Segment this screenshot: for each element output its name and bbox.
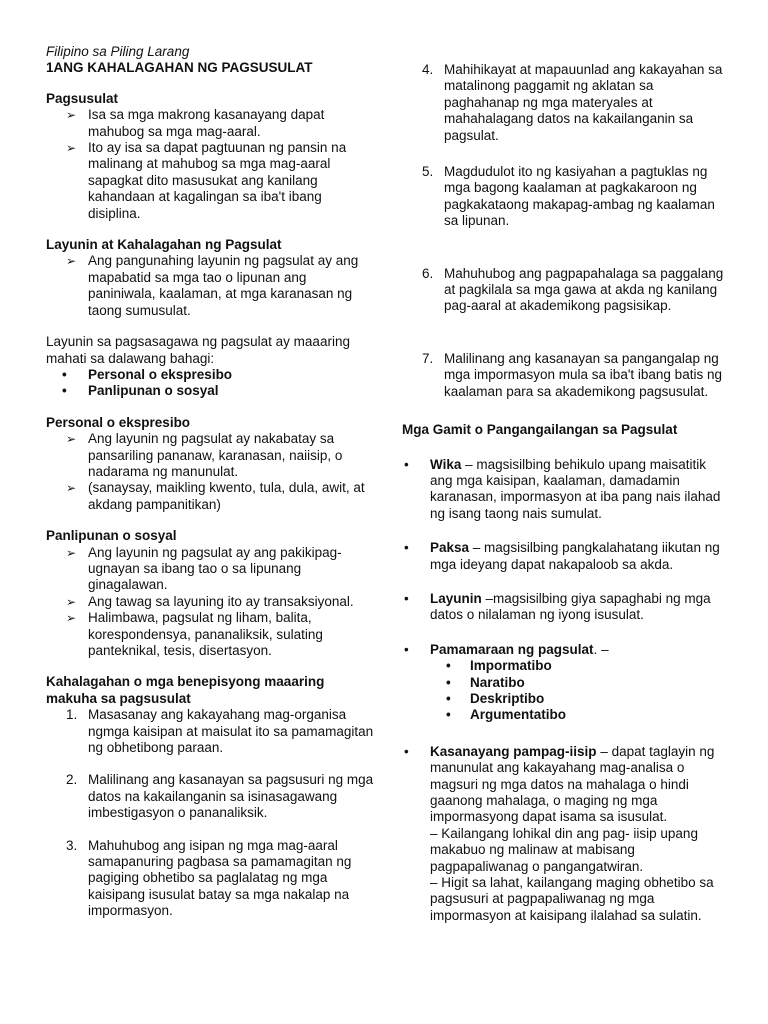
item-text: Malilinang ang kasanayan sa pagsusuri ng mga datos na kakailanganin sa isinasagawang imbestigasyon o pananaliksik. — [88, 772, 374, 821]
list-item — [402, 62, 732, 144]
gamit-item-wika — [402, 457, 732, 523]
benepisyo-list — [46, 707, 376, 919]
personal-list — [46, 431, 376, 513]
item-number: 6. — [422, 265, 434, 281]
heading-panlipunan: Panlipunan o sosyal — [46, 528, 177, 544]
definition: . – — [593, 641, 609, 657]
term: Kasanayang pampag-iisip — [430, 743, 597, 759]
term: Layunin — [430, 590, 482, 606]
bahagi-list — [46, 367, 376, 400]
term: Paksa — [430, 540, 470, 556]
subject-label: Filipino sa Piling Larang — [46, 44, 190, 59]
list-item: ➢ Ang pangunahing layunin ng pagsulat ay ang mapabatid sa mga tao o lipunan ang paniniwala, kaalaman, at mga karanasan ng taong sumusulat. — [46, 253, 376, 319]
list-item: ➢ Halimbawa, pagsulat ng liham, balita, korespondensya, pananaliksik, sulating panteknikal, tesis, disertasyon. — [46, 610, 376, 659]
item-number: 3. — [66, 837, 78, 853]
list-item: • Argumentatibo — [430, 707, 732, 723]
heading-personal: Personal o ekspresibo — [46, 414, 191, 430]
pamamaraan-sublist — [430, 658, 732, 724]
item-number: 4. — [422, 62, 434, 77]
definition: – magsisilbing behikulo upang maisatitik ang mga kaisipan, kaalaman, damadamin karanasan, impormasyon at iba pang nais ilahad ng isang taong nais sumulat. — [430, 456, 721, 521]
list-item: ➢ (sanaysay, maikling kwento, tula, dula, awit, at akdang pampanitikan) — [46, 480, 376, 513]
bullet: • — [404, 641, 409, 657]
left-column — [46, 44, 376, 920]
list-item — [46, 838, 376, 920]
list-item — [402, 164, 732, 230]
list-item — [402, 351, 732, 400]
list-item — [46, 772, 376, 821]
gamit-item-paksa — [402, 540, 732, 573]
item-text: Magdudulot ito ng kasiyahan a pagtuklas ng mga bagong kaalaman at pagkakaroon ng pagkakataong makapag-ambag ng kaalaman sa lipunan. — [444, 164, 715, 229]
item-number: 2. — [66, 772, 78, 788]
pagsusulat-list — [46, 107, 376, 222]
list-item: ➢ Ang layunin ng pagsulat ay ang pakikipag-ugnayan sa ibang tao o sa lipunang ginagalawan. — [46, 545, 376, 594]
heading-gamit: Mga Gamit o Pangangailangan sa Pagsulat — [402, 422, 678, 438]
item-text: Mahuhubog ang pagpapahalaga sa paggalang at pagkilala sa mga gawa at akda ng kanilang pag-aaral at akademikong pagsisikap. — [444, 265, 724, 314]
list-item: ➢ Ito ay isa sa dapat pagtuunan ng pansin na malinang at mahubog sa mga mag-aaral sapagkat dito masusukat ang kanilang kahandaan at kagalingan sa iba't ibang disiplina. — [46, 140, 376, 222]
item-text: Masasanay ang kakayahang mag-organisa ngmga kaisipan at maisulat ito sa pamamagitan ng obhetibong paraan. — [88, 707, 374, 756]
definition-line-3: – Higit sa lahat, kailangang maging obhetibo sa pagsusuri at pagpapaliwanag ng mga impormasyon at kaisipang ilalahad sa sulatin. — [430, 875, 714, 923]
heading-kahalagahan: Kahalagahan o mga benepisyong maaaring makuha sa pagsusulat — [46, 674, 325, 706]
item-text: Malilinang ang kasanayan sa pangangalap ng mga impormasyon mula sa iba't ibang batis ng kaalaman para sa akademikong pagsusulat. — [444, 350, 722, 399]
item-number: 7. — [422, 350, 434, 366]
list-item: • Naratibo — [430, 675, 732, 691]
heading-pagsusulat: Pagsusulat — [46, 90, 119, 106]
list-item: • Panlipunan o sosyal — [46, 383, 376, 399]
document-title: 1ANG KAHALAGAHAN NG PAGSUSULAT — [46, 60, 313, 76]
bullet: • — [404, 743, 409, 759]
term: Pamamaraan ng pagsulat — [430, 641, 594, 657]
gamit-item-layunin — [402, 591, 732, 624]
definition: – dapat taglayin ng manunulat ang kakayahang mag-analisa o magsuri ng mga datos na mahalaga o hindi gaanong mahalaga, o maging ng mga impormasyong dapat isama sa isusulat. — [430, 743, 715, 825]
list-item — [46, 707, 376, 756]
list-item: • Personal o ekspresibo — [46, 367, 376, 383]
item-text: Mahihikayat at mapauunlad ang kakayahan sa matalinong paggamit ng aklatan sa paghahanap ng mga materyales at mahahalagang datos na kakailanganin sa pagsulat. — [444, 62, 723, 143]
list-item — [402, 266, 732, 315]
list-item: • Deskriptibo — [430, 691, 732, 707]
heading-layunin: Layunin at Kahalagahan ng Pagsulat — [46, 237, 282, 253]
panlipunan-list — [46, 545, 376, 660]
list-item: • Impormatibo — [430, 658, 732, 674]
bullet: • — [404, 590, 409, 606]
item-number: 5. — [422, 164, 434, 180]
list-item: ➢ Ang tawag sa layuning ito ay transaksiyonal. — [46, 594, 376, 610]
gamit-item-pamamaraan — [402, 642, 732, 724]
benepisyo-list-continued — [402, 62, 732, 400]
definition: –magsisilbing giya sapaghabi ng mga datos o nilalaman ng iyong isusulat. — [430, 590, 711, 623]
list-item: ➢ Ang layunin ng pagsulat ay nakabatay sa pansariling pananaw, karanasan, naiisip, o nadarama ng manunulat. — [46, 431, 376, 480]
item-text: Mahuhubog ang isipan ng mga mag-aaral samapanuring pagbasa sa pamamagitan ng pagiging obhetibo sa paglalatag ng mga kaisipang isusulat batay sa mga nakalap na impormasyon. — [88, 837, 352, 919]
right-column — [402, 62, 732, 924]
bullet: • — [404, 540, 409, 556]
gamit-item-kasanayan — [402, 744, 732, 924]
term: Wika — [430, 456, 462, 472]
bullet: • — [404, 456, 409, 472]
list-item: ➢ Isa sa mga makrong kasanayang dapat mahubog sa mga mag-aaral. — [46, 107, 376, 140]
paragraph-bahagi: Layunin sa pagsasagawa ng pagsulat ay maaaring mahati sa dalawang bahagi: — [46, 334, 350, 366]
definition: – magsisilbing pangkalahatang iikutan ng mga ideyang dapat nakapaloob sa akda. — [430, 540, 720, 572]
item-number: 1. — [66, 707, 78, 723]
layunin-list — [46, 253, 376, 319]
definition-line-2: – Kailangang lohikal din ang pag- iisip upang makabuo ng malinaw at mabisang pagpapaliwanag o pangangatwiran. — [430, 825, 698, 874]
